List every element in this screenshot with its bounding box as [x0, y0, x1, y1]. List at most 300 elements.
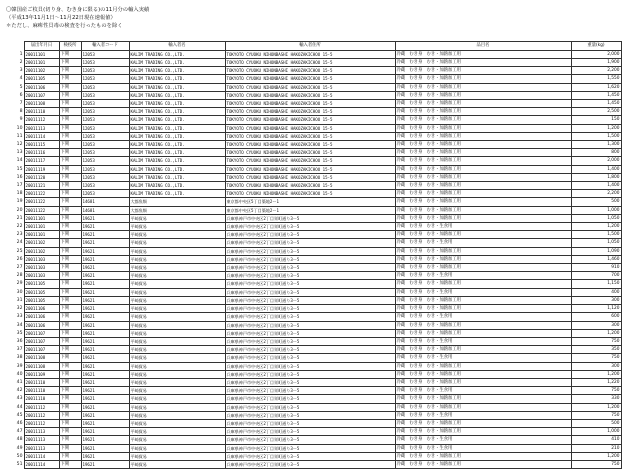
importer-address: 兵庫県神戸市中央区2丁目栄町通り3ー5	[225, 239, 395, 247]
importer-address: 兵庫県神戸市中央区2丁目栄町通り3ー5	[225, 460, 395, 468]
table-row	[12, 419, 621, 427]
importer-code: 19621	[81, 395, 129, 403]
item-name: 冷蔵 むき身 むき・加熱加工用	[395, 59, 571, 67]
quarantine-office: 下関	[59, 428, 81, 436]
weight-kg: 700	[571, 272, 621, 280]
table-row	[12, 288, 621, 296]
import-date: 20011103	[24, 255, 59, 263]
row-number: 39	[16, 363, 23, 369]
import-date: 20011122	[24, 206, 59, 214]
item-name: 冷蔵 むき身 むき・生食用	[395, 239, 571, 247]
importer-address: TOKYOTO CYUOKU NIHONBASHI HAKOZAKICHOU 15-5	[225, 91, 395, 99]
importer-name: KALIM TRADING CO.,LTD.	[129, 141, 225, 149]
import-date: 20011101	[24, 50, 59, 58]
item-name: 冷蔵 むき身 むき・加熱加工用	[395, 214, 571, 222]
importer-name: 平崎貿易	[129, 378, 225, 386]
table-row	[12, 436, 621, 444]
importer-code: 19621	[81, 288, 129, 296]
quarantine-office: 下関	[59, 387, 81, 395]
row-number: 9	[19, 117, 23, 123]
importer-name: 平崎貿易	[129, 239, 225, 247]
row-number: 19	[16, 199, 23, 205]
import-date: 20011120	[24, 173, 59, 181]
quarantine-office: 下関	[59, 223, 81, 231]
quarantine-office: 下関	[59, 132, 81, 140]
weight-kg: 1,120	[571, 305, 621, 313]
quarantine-office: 下関	[59, 264, 81, 272]
row-number: 21	[16, 215, 23, 221]
quarantine-office: 下関	[59, 288, 81, 296]
document-header	[6, 6, 149, 30]
item-name: 冷蔵 むき身 むき・加熱加工用	[395, 173, 571, 181]
importer-code: 19621	[81, 337, 129, 345]
quarantine-office: 下関	[59, 460, 81, 468]
table-row	[12, 59, 621, 67]
importer-name: KALIM TRADING CO.,LTD.	[129, 50, 225, 58]
import-date: 20011112	[24, 116, 59, 124]
importer-name: KALIM TRADING CO.,LTD.	[129, 75, 225, 83]
import-date: 20011107	[24, 337, 59, 345]
importer-address: 兵庫県神戸市中央区2丁目栄町通り3ー5	[225, 223, 395, 231]
weight-kg: 330	[571, 395, 621, 403]
importer-code: 19621	[81, 280, 129, 288]
weight-kg: 750	[571, 387, 621, 395]
row-number: 29	[16, 281, 23, 287]
table-row	[12, 321, 621, 329]
importer-code: 19621	[81, 354, 129, 362]
importer-code: 19621	[81, 329, 129, 337]
import-date: 20011106	[24, 83, 59, 91]
table-row	[12, 296, 621, 304]
table-row	[12, 411, 621, 419]
weight-kg: 1,000	[571, 206, 621, 214]
item-name: 冷蔵 むき身 むき・加熱加工用	[395, 419, 571, 427]
importer-name: 平崎貿易	[129, 288, 225, 296]
importer-address: TOKYOTO CYUOKU NIHONBASHI HAKOZAKICHOU 15-5	[225, 132, 395, 140]
column-header: 重量(kg)	[571, 42, 621, 51]
row-number: 3	[19, 68, 23, 74]
import-date: 20011105	[24, 280, 59, 288]
quarantine-office: 下関	[59, 239, 81, 247]
row-number: 49	[16, 445, 23, 451]
import-date: 20011113	[24, 428, 59, 436]
item-name: 冷蔵 むき身 むき・生食用	[395, 223, 571, 231]
quarantine-office: 下関	[59, 370, 81, 378]
importer-address: TOKYOTO CYUOKU NIHONBASHI HAKOZAKICHOU 15-5	[225, 157, 395, 165]
table-row	[12, 387, 621, 395]
table-row	[12, 460, 621, 468]
column-header: 輸入者住所	[225, 42, 395, 51]
importer-code: 12053	[81, 165, 129, 173]
importer-name: 平崎貿易	[129, 255, 225, 263]
import-date: 20011114	[24, 132, 59, 140]
column-header: 輸入者名	[129, 42, 225, 51]
importer-code: 19621	[81, 460, 129, 468]
importer-name: 大都魚類	[129, 198, 225, 206]
import-date: 20011114	[24, 460, 59, 468]
import-date: 20011115	[24, 141, 59, 149]
importer-code: 19621	[81, 272, 129, 280]
row-number: 7	[19, 101, 23, 107]
import-date: 20011105	[24, 75, 59, 83]
weight-kg: 2,200	[571, 190, 621, 198]
row-number: 36	[16, 338, 23, 344]
weight-kg: 1,400	[571, 182, 621, 190]
importer-code: 12053	[81, 108, 129, 116]
item-name: 冷蔵 むき身 むき・加熱加工用	[395, 370, 571, 378]
importer-address: 兵庫県神戸市中央区2丁目栄町通り3ー5	[225, 362, 395, 370]
import-date: 20011109	[24, 370, 59, 378]
importer-code: 19621	[81, 370, 129, 378]
importer-name: KALIM TRADING CO.,LTD.	[129, 165, 225, 173]
weight-kg: 1,450	[571, 91, 621, 99]
importer-address: TOKYOTO CYUOKU NIHONBASHI HAKOZAKICHOU 15-5	[225, 141, 395, 149]
importer-address: 兵庫県神戸市中央区2丁目栄町通り3ー5	[225, 280, 395, 288]
item-name: 冷蔵 むき身 むき・加熱加工用	[395, 395, 571, 403]
quarantine-office: 下関	[59, 50, 81, 58]
table-row	[12, 67, 621, 75]
item-name: 冷蔵 むき身 むき・加熱加工用	[395, 231, 571, 239]
table-row	[12, 329, 621, 337]
importer-code: 19621	[81, 305, 129, 313]
quarantine-office: 下関	[59, 411, 81, 419]
importer-name: KALIM TRADING CO.,LTD.	[129, 83, 225, 91]
import-date: 20011122	[24, 190, 59, 198]
row-number: 1	[19, 51, 23, 57]
weight-kg: 210	[571, 444, 621, 452]
quarantine-office: 下関	[59, 100, 81, 108]
quarantine-office: 下関	[59, 149, 81, 157]
importer-name: 平崎貿易	[129, 231, 225, 239]
importer-name: 平崎貿易	[129, 313, 225, 321]
row-number: 8	[19, 109, 23, 115]
index-header	[12, 42, 24, 51]
row-number: 43	[16, 396, 23, 402]
importer-code: 12053	[81, 190, 129, 198]
weight-kg: 1,800	[571, 173, 621, 181]
item-name: 冷蔵 むき身 むき・生食用	[395, 387, 571, 395]
quarantine-office: 下関	[59, 165, 81, 173]
weight-kg: 1,200	[571, 452, 621, 460]
item-name: 冷蔵 むき身 むき・加熱加工用	[395, 247, 571, 255]
import-date: 20011102	[24, 239, 59, 247]
table-row	[12, 362, 621, 370]
importer-code: 19621	[81, 231, 129, 239]
importer-name: KALIM TRADING CO.,LTD.	[129, 173, 225, 181]
importer-code: 12053	[81, 67, 129, 75]
row-number: 5	[19, 84, 23, 90]
quarantine-office: 下関	[59, 173, 81, 181]
quarantine-office: 下関	[59, 403, 81, 411]
table-row	[12, 108, 621, 116]
importer-code: 19621	[81, 321, 129, 329]
quarantine-office: 下関	[59, 296, 81, 304]
row-number: 28	[16, 273, 23, 279]
quarantine-office: 下関	[59, 75, 81, 83]
row-number: 26	[16, 256, 23, 262]
item-name: 冷蔵 むき身 むき・加熱加工用	[395, 182, 571, 190]
importer-name: 平崎貿易	[129, 337, 225, 345]
row-number: 34	[16, 322, 23, 328]
row-number: 11	[16, 133, 23, 139]
import-date: 20011105	[24, 296, 59, 304]
item-name: 冷蔵 むき身 むき・生食用	[395, 337, 571, 345]
quarantine-office: 下関	[59, 436, 81, 444]
import-date: 20011101	[24, 223, 59, 231]
item-name: 冷蔵 むき身 むき・加熱加工用	[395, 165, 571, 173]
quarantine-office: 下関	[59, 59, 81, 67]
weight-kg: 1,200	[571, 403, 621, 411]
weight-kg: 300	[571, 321, 621, 329]
weight-kg: 750	[571, 411, 621, 419]
quarantine-office: 下関	[59, 346, 81, 354]
importer-address: 東京都中央区5丁目築地2ー1	[225, 198, 395, 206]
quarantine-office: 下関	[59, 313, 81, 321]
row-number: 17	[16, 183, 23, 189]
importer-name: 平崎貿易	[129, 362, 225, 370]
importer-name: 平崎貿易	[129, 329, 225, 337]
import-date: 20011107	[24, 91, 59, 99]
importer-code: 19621	[81, 411, 129, 419]
item-name: 冷蔵 むき身 むき・生食用	[395, 411, 571, 419]
weight-kg: 1,300	[571, 141, 621, 149]
table-row	[12, 272, 621, 280]
importer-address: 兵庫県神戸市中央区2丁目栄町通り3ー5	[225, 387, 395, 395]
importer-code: 19621	[81, 223, 129, 231]
table-body	[12, 50, 621, 468]
import-date: 20011116	[24, 149, 59, 157]
importer-name: KALIM TRADING CO.,LTD.	[129, 132, 225, 140]
row-number: 31	[16, 297, 23, 303]
importer-address: TOKYOTO CYUOKU NIHONBASHI HAKOZAKICHOU 15-5	[225, 100, 395, 108]
table-row	[12, 149, 621, 157]
importer-address: 兵庫県神戸市中央区2丁目栄町通り3ー5	[225, 444, 395, 452]
importer-address: TOKYOTO CYUOKU NIHONBASHI HAKOZAKICHOU 15-5	[225, 165, 395, 173]
weight-kg: 2,500	[571, 108, 621, 116]
importer-code: 12053	[81, 59, 129, 67]
row-number: 50	[16, 453, 23, 459]
importer-name: KALIM TRADING CO.,LTD.	[129, 59, 225, 67]
importer-name: 平崎貿易	[129, 411, 225, 419]
weight-kg: 300	[571, 296, 621, 304]
row-number: 33	[16, 314, 23, 320]
importer-address: 兵庫県神戸市中央区2丁目栄町通り3ー5	[225, 321, 395, 329]
item-name: 冷蔵 むき身 むき・生食用	[395, 313, 571, 321]
table-row	[12, 157, 621, 165]
table-row	[12, 346, 621, 354]
import-date: 20011114	[24, 452, 59, 460]
weight-kg: 1,090	[571, 247, 621, 255]
table-row	[12, 100, 621, 108]
importer-code: 12053	[81, 141, 129, 149]
import-date: 20011110	[24, 387, 59, 395]
weight-kg: 910	[571, 264, 621, 272]
item-name: 冷蔵 むき身 むき・生食用	[395, 288, 571, 296]
table-row	[12, 75, 621, 83]
row-number: 40	[16, 371, 23, 377]
row-number: 23	[16, 232, 23, 238]
weight-kg: 1,620	[571, 83, 621, 91]
item-name: 冷蔵 むき身 むき・加熱加工用	[395, 198, 571, 206]
row-number: 32	[16, 306, 23, 312]
table-row	[12, 264, 621, 272]
row-number: 30	[16, 289, 23, 295]
import-date: 20011117	[24, 157, 59, 165]
import-date: 20011101	[24, 231, 59, 239]
importer-address: 兵庫県神戸市中央区2丁目栄町通り3ー5	[225, 272, 395, 280]
importer-name: 平崎貿易	[129, 387, 225, 395]
import-date: 20011112	[24, 411, 59, 419]
quarantine-office: 下関	[59, 305, 81, 313]
import-date: 20011113	[24, 124, 59, 132]
importer-address: 兵庫県神戸市中央区2丁目栄町通り3ー5	[225, 452, 395, 460]
quarantine-office: 下関	[59, 321, 81, 329]
importer-address: 兵庫県神戸市中央区2丁目栄町通り3ー5	[225, 436, 395, 444]
item-name: 冷蔵 むき身 むき・加熱加工用	[395, 149, 571, 157]
weight-kg: 1,220	[571, 378, 621, 386]
quarantine-office: 下関	[59, 231, 81, 239]
importer-address: 兵庫県神戸市中央区2丁目栄町通り3ー5	[225, 419, 395, 427]
weight-kg: 750	[571, 337, 621, 345]
item-name: 冷蔵 むき身 むき・加熱加工用	[395, 83, 571, 91]
weight-kg: 800	[571, 149, 621, 157]
weight-kg: 400	[571, 288, 621, 296]
table-row	[12, 403, 621, 411]
table-row	[12, 428, 621, 436]
importer-name: 平崎貿易	[129, 321, 225, 329]
import-records-table	[12, 41, 622, 469]
importer-address: 兵庫県神戸市中央区2丁目栄町通り3ー5	[225, 428, 395, 436]
importer-code: 12053	[81, 132, 129, 140]
importer-code: 19621	[81, 403, 129, 411]
row-number: 27	[16, 265, 23, 271]
row-number: 15	[16, 166, 23, 172]
item-name: 冷蔵 むき身 むき・生食用	[395, 354, 571, 362]
quarantine-office: 下関	[59, 329, 81, 337]
table-row	[12, 239, 621, 247]
importer-address: TOKYOTO CYUOKU NIHONBASHI HAKOZAKICHOU 15-5	[225, 59, 395, 67]
importer-address: TOKYOTO CYUOKU NIHONBASHI HAKOZAKICHOU 15-5	[225, 83, 395, 91]
row-number: 47	[16, 429, 23, 435]
table-row	[12, 395, 621, 403]
importer-name: 平崎貿易	[129, 403, 225, 411]
weight-kg: 1,200	[571, 370, 621, 378]
item-name: 冷蔵 むき身 むき・生食用	[395, 272, 571, 280]
importer-name: KALIM TRADING CO.,LTD.	[129, 91, 225, 99]
row-number: 4	[19, 76, 23, 82]
item-name: 冷蔵 むき身 むき・加熱加工用	[395, 460, 571, 468]
quarantine-office: 下関	[59, 83, 81, 91]
column-header: 検疫所	[59, 42, 81, 51]
row-number: 22	[16, 224, 23, 230]
row-number: 14	[16, 158, 23, 164]
quarantine-office: 下関	[59, 255, 81, 263]
importer-code: 12053	[81, 173, 129, 181]
importer-name: 平崎貿易	[129, 428, 225, 436]
importer-name: 平崎貿易	[129, 354, 225, 362]
import-date: 20011107	[24, 329, 59, 337]
item-name: 冷蔵 むき身 むき・加熱加工用	[395, 141, 571, 149]
weight-kg: 750	[571, 460, 621, 468]
table-row	[12, 280, 621, 288]
document-title: 〇韓国産ご枚貝(切り身、むき身に限る)の11月分の輸入実績	[6, 7, 150, 13]
table-row	[12, 206, 621, 214]
import-date: 20011103	[24, 264, 59, 272]
importer-code: 12053	[81, 83, 129, 91]
quarantine-office: 下関	[59, 198, 81, 206]
importer-code: 12053	[81, 75, 129, 83]
importer-name: 平崎貿易	[129, 444, 225, 452]
importer-name: 平崎貿易	[129, 452, 225, 460]
importer-code: 19621	[81, 255, 129, 263]
importer-address: 兵庫県神戸市中央区2丁目栄町通り3ー5	[225, 255, 395, 263]
table-row	[12, 83, 621, 91]
importer-code: 19621	[81, 264, 129, 272]
item-name: 冷蔵 むき身 むき・加熱加工用	[395, 329, 571, 337]
table-row	[12, 337, 621, 345]
importer-code: 19621	[81, 387, 129, 395]
item-name: 冷蔵 むき身 むき・加熱加工用	[395, 75, 571, 83]
importer-code: 19621	[81, 346, 129, 354]
row-number: 24	[16, 240, 23, 246]
item-name: 冷蔵 むき身 むき・加熱加工用	[395, 346, 571, 354]
quarantine-office: 下関	[59, 206, 81, 214]
item-name: 冷蔵 むき身 むき・加熱加工用	[395, 67, 571, 75]
column-header: 輸入者コード	[81, 42, 129, 51]
table-row	[12, 141, 621, 149]
item-name: 冷蔵 むき身 むき・加熱加工用	[395, 132, 571, 140]
import-date: 20011101	[24, 59, 59, 67]
importer-name: KALIM TRADING CO.,LTD.	[129, 108, 225, 116]
importer-address: TOKYOTO CYUOKU NIHONBASHI HAKOZAKICHOU 15-5	[225, 50, 395, 58]
quarantine-office: 下関	[59, 272, 81, 280]
weight-kg: 1,500	[571, 132, 621, 140]
weight-kg: 1,200	[571, 223, 621, 231]
import-date: 20011108	[24, 362, 59, 370]
table-row	[12, 247, 621, 255]
import-date: 20011121	[24, 182, 59, 190]
importer-address: 兵庫県神戸市中央区2丁目栄町通り3ー5	[225, 378, 395, 386]
table-row	[12, 305, 621, 313]
weight-kg: 1,460	[571, 255, 621, 263]
importer-address: 兵庫県神戸市中央区2丁目栄町通り3ー5	[225, 403, 395, 411]
weight-kg: 2,000	[571, 157, 621, 165]
importer-address: 兵庫県神戸市中央区2丁目栄町通り3ー5	[225, 370, 395, 378]
import-date: 20011110	[24, 395, 59, 403]
import-date: 20011110	[24, 108, 59, 116]
import-date: 20011102	[24, 67, 59, 75]
quarantine-office: 下関	[59, 67, 81, 75]
weight-kg: 1,000	[571, 428, 621, 436]
quarantine-office: 下関	[59, 337, 81, 345]
importer-code: 19621	[81, 419, 129, 427]
importer-code: 19621	[81, 313, 129, 321]
import-date: 20011108	[24, 354, 59, 362]
importer-name: 平崎貿易	[129, 305, 225, 313]
importer-address: TOKYOTO CYUOKU NIHONBASHI HAKOZAKICHOU 15-5	[225, 67, 395, 75]
importer-name: KALIM TRADING CO.,LTD.	[129, 124, 225, 132]
item-name: 冷蔵 むき身 むき・加熱加工用	[395, 108, 571, 116]
importer-address: TOKYOTO CYUOKU NIHONBASHI HAKOZAKICHOU 15-5	[225, 124, 395, 132]
importer-name: 大都魚類	[129, 206, 225, 214]
importer-address: 東京都中央区5丁目築地2ー1	[225, 206, 395, 214]
importer-code: 12053	[81, 157, 129, 165]
row-number: 35	[16, 330, 23, 336]
item-name: 冷蔵 むき身 むき・加熱加工用	[395, 452, 571, 460]
table-row	[12, 50, 621, 58]
table-row	[12, 223, 621, 231]
quarantine-office: 下関	[59, 190, 81, 198]
